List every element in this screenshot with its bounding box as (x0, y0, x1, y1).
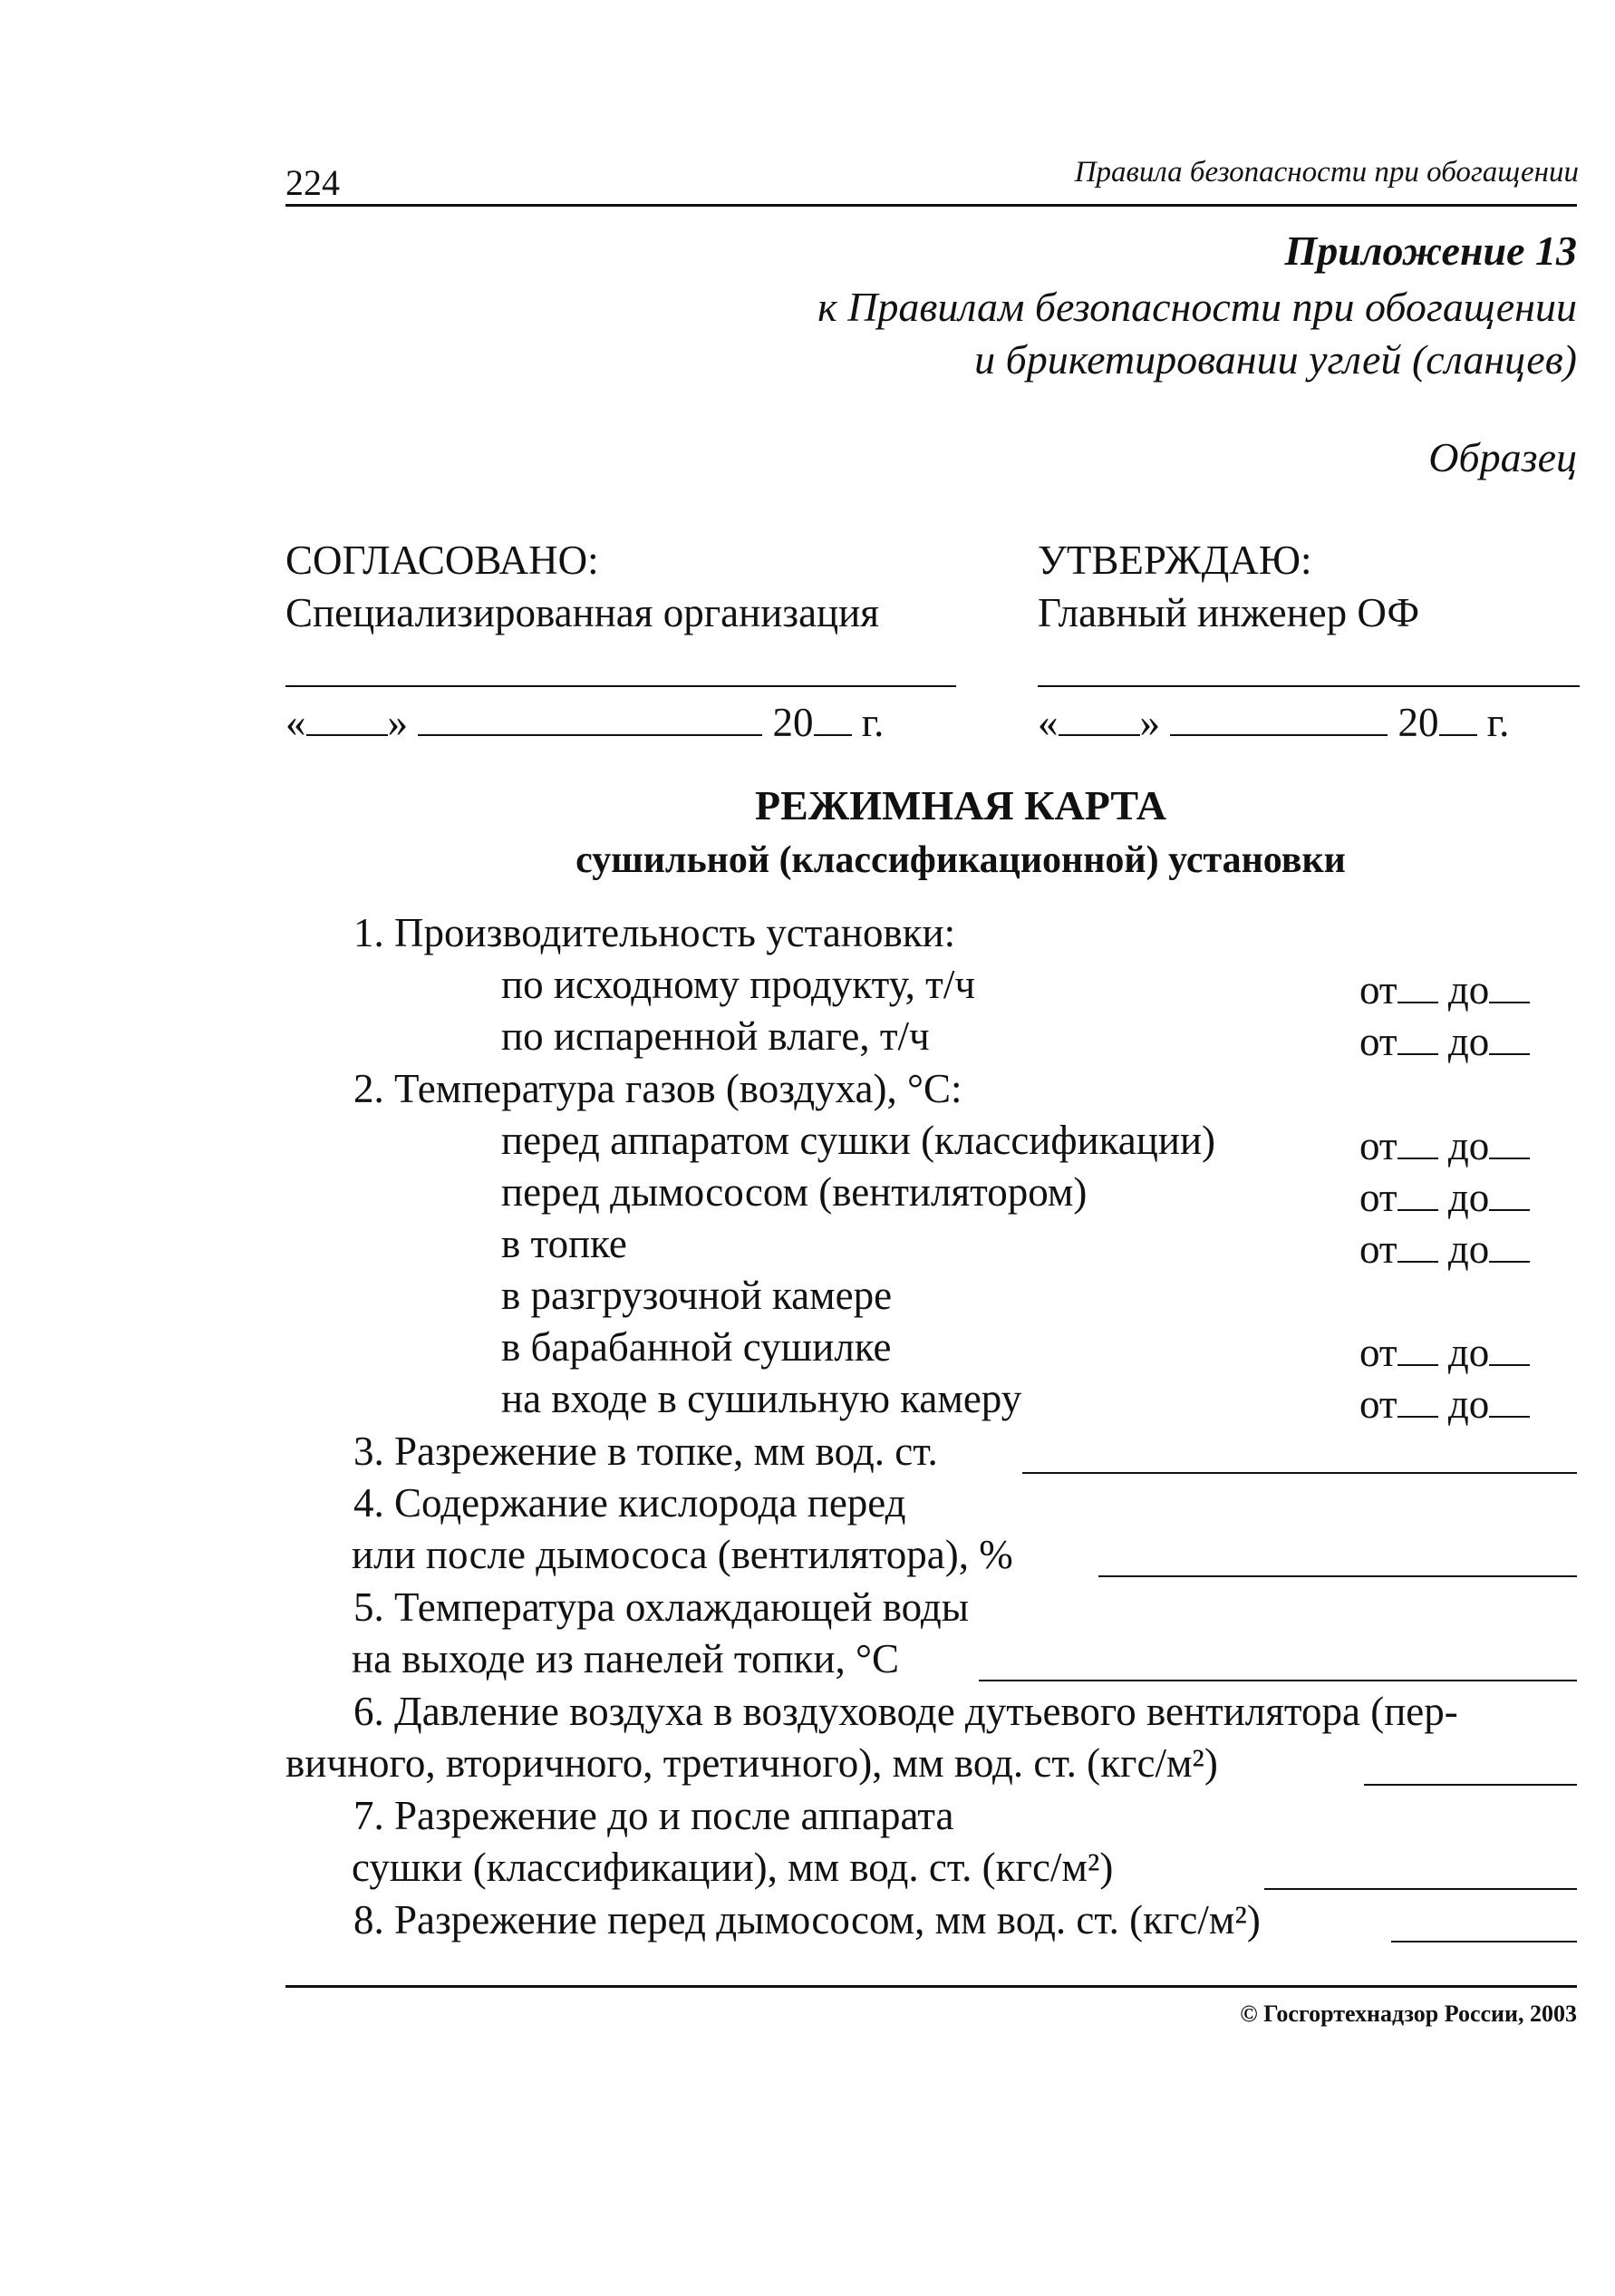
approve-position: Главный инженер ОФ (1038, 590, 1419, 635)
document-title: РЕЖИМНАЯ КАРТА (754, 782, 1167, 828)
item-2-sub-3: в топке (501, 1221, 627, 1266)
item-5-blank[interactable] (979, 1638, 1577, 1681)
item-2-sub-4: в разгрузочной камере (501, 1273, 893, 1318)
day-blank (306, 693, 388, 736)
item-5-line-1: 5. Температура охлаждающей воды (353, 1584, 969, 1630)
item-5-line-2: на выходе из панелей топки, °С (352, 1636, 899, 1681)
year-suffix: г. (861, 700, 885, 745)
range-field[interactable]: от до (1359, 1168, 1530, 1221)
item-1-sub-2: по испаренной влаге, т/ч (501, 1013, 930, 1059)
range-field[interactable]: от до (1359, 1375, 1530, 1428)
signature-line-left (285, 685, 956, 687)
item-3-blank[interactable] (1022, 1430, 1577, 1474)
item-6-line-1: 6. Давление воздуха в воздуховоде дутьевого вентилятора (пер- (353, 1689, 1458, 1734)
item-7-line-1: 7. Разрежение до и после аппарата (353, 1793, 954, 1838)
item-7-line-2: сушки (классификации), мм вод. ст. (кгс/м²) (352, 1845, 1114, 1890)
range-field[interactable]: от до (1359, 1323, 1530, 1376)
range-field[interactable]: от до (1359, 961, 1530, 1013)
date-line-left (285, 693, 884, 746)
sample-label: Образец (1428, 434, 1577, 480)
item-6-line-2: вичного, вторичного, третичного), мм вод. ст. (кгс/м²) (285, 1740, 1218, 1786)
quote-close: » (1139, 700, 1160, 745)
page-number: 224 (285, 162, 340, 203)
appendix-title: Приложение 13 (1284, 228, 1577, 274)
item-2-sub-2: перед дымососом (вентилятором) (501, 1169, 1088, 1215)
appendix-line-2: и брикетировании углей (сланцев) (974, 336, 1577, 383)
quote-open: « (285, 700, 306, 745)
date-line-right (1038, 693, 1509, 746)
quote-close: » (387, 700, 408, 745)
agreed-organization: Специализированная организация (285, 590, 879, 635)
range-field[interactable]: от до (1359, 1012, 1530, 1065)
quote-open: « (1038, 700, 1059, 745)
agreed-heading: СОГЛАСОВАНО: (285, 538, 599, 583)
year-prefix: 20 (772, 700, 814, 745)
approve-heading: УТВЕРЖДАЮ: (1038, 538, 1312, 583)
day-blank (1059, 693, 1140, 736)
range-field[interactable]: от до (1359, 1117, 1530, 1169)
item-1-sub-1: по исходному продукту, т/ч (501, 962, 975, 1007)
item-2-label: 2. Температура газов (воздуха), °С: (353, 1066, 962, 1111)
year-blank (1439, 693, 1477, 736)
header-divider (285, 204, 1577, 207)
document-subtitle: сушильной (классификационной) установки (575, 839, 1346, 881)
footer-divider (285, 1985, 1577, 1988)
appendix-line-1: к Правилам безопасности при обогащении (817, 284, 1577, 330)
signature-line-right (1038, 685, 1580, 687)
year-prefix: 20 (1397, 700, 1439, 745)
range-field[interactable]: от до (1359, 1220, 1530, 1273)
item-2-sub-6: на входе в сушильную камеру (501, 1376, 1022, 1421)
month-blank (1170, 693, 1388, 736)
month-blank (418, 693, 762, 736)
item-6-blank[interactable] (1364, 1742, 1577, 1786)
year-blank (814, 693, 852, 736)
year-suffix: г. (1486, 700, 1510, 745)
item-2-sub-1: перед аппаратом сушки (классификации) (501, 1118, 1216, 1163)
running-title: Правила безопасности при обогащении (1074, 156, 1579, 189)
item-2-sub-5: в барабанной сушилке (501, 1324, 892, 1370)
item-8-label: 8. Разрежение перед дымососом, мм вод. ст. (кгс/м²) (353, 1897, 1261, 1942)
item-7-blank[interactable] (1264, 1846, 1577, 1890)
item-3-label: 3. Разрежение в топке, мм вод. ст. (353, 1429, 938, 1474)
item-4-line-2: или после дымососа (вентилятора), % (352, 1532, 1013, 1577)
item-8-blank[interactable] (1391, 1899, 1577, 1942)
copyright-notice: © Госгортехнадзор России, 2003 (1240, 2001, 1577, 2027)
item-4-blank[interactable] (1098, 1534, 1577, 1577)
item-1-label: 1. Производительность установки: (353, 910, 956, 955)
item-4-line-1: 4. Содержание кислорода перед (353, 1480, 906, 1526)
